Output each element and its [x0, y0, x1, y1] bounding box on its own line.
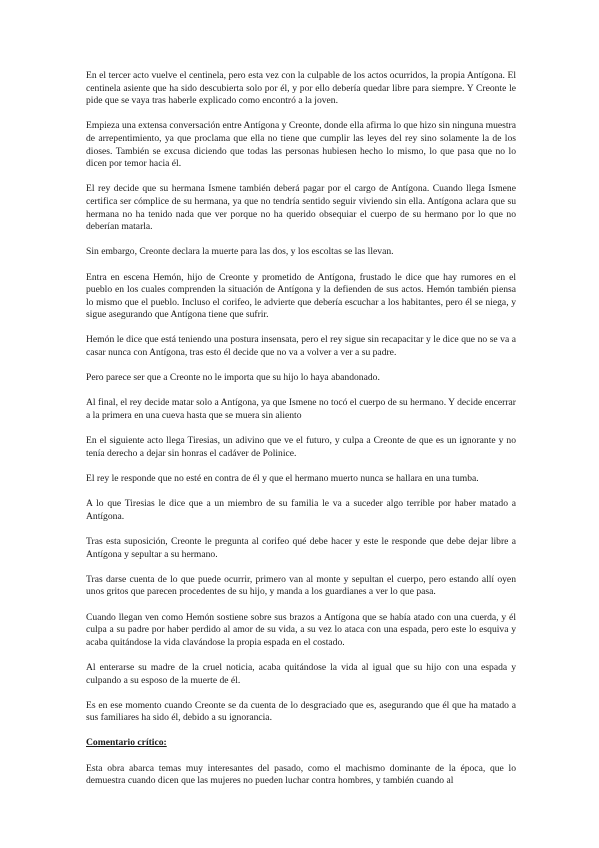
- paragraph: Tras darse cuenta de lo que puede ocurrir, primero van al monte y sepultan el cuerpo, pero estando allí oyen unos gritos que parecen procedentes de su hijo, y manda a los guardianes a ver lo que pasa.: [86, 573, 516, 598]
- paragraph: En el siguiente acto llega Tiresias, un adivino que ve el futuro, y culpa a Creonte de que es un ignorante y no tenía derecho a dejar sin honras el cadáver de Polinice.: [86, 435, 516, 459]
- paragraph: Cuando llegan ven como Hemón sostiene sobre sus brazos a Antígona que se había atado con una cuerda, y él culpa a su padre por haber perdido al amor de su vida, a su vez lo ataca con una espada, pero este lo esquiva y acaba quitándose la vida clavándose la propia espada en el costado.: [86, 611, 516, 648]
- paragraph: Esta obra abarca temas muy interesantes del pasado, como el machismo dominante de la época, que lo demuestra cuando dicen que las mujeres no pueden luchar contra hombres, y también cuando al: [86, 762, 516, 787]
- document-body: [86, 70, 516, 800]
- section-heading: Comentario crítico:: [86, 737, 167, 749]
- paragraph: Empieza una extensa conversación entre Antígona y Creonte, donde ella afirma lo que hizo sin ninguna muestra de arrepentimiento, ya que proclama que ella no tiene que cumplir las leyes del rey sino solamente la de los dioses. También se excusa diciendo que todas las personas hubiesen hecho lo mismo, lo que pasa que no lo dicen por temor hacia él.: [86, 120, 516, 170]
- paragraph: Al final, el rey decide matar solo a Antígona, ya que Ismene no tocó el cuerpo de su hermano. Y decide encerrar a la primera en una cueva hasta que se muera sin aliento: [86, 397, 516, 422]
- paragraph: El rey le responde que no esté en contra de él y que el hermano muerto nunca se hallara en una tumba.: [86, 473, 479, 484]
- paragraph: En el tercer acto vuelve el centinela, pero esta vez con la culpable de los actos ocurridos, la propia Antígona. El centinela asiente que ha sido descubierta solo por él, y por ello debería quedar libre para siempre. Y Creonte le pide que se vaya tras haberle explicado como encontró a la joven.: [86, 70, 516, 107]
- paragraph: A lo que Tiresias le dice que a un miembro de su familia le va a suceder algo terrible por haber matado a Antígona.: [86, 498, 516, 522]
- paragraph: Tras esta suposición, Creonte le pregunta al corifeo qué debe hacer y este le responde que debe dejar libre a Antígona y sepultar a su hermano.: [86, 535, 516, 560]
- paragraph: Entra en escena Hemón, hijo de Creonte y prometido de Antígona, frustado le dice que hay rumores en el pueblo en los cuales comprenden la situación de Antígona y la defienden de sus actos. Hemón también piensa lo mismo que el pueblo. Incluso el corifeo, le advierte que debería escuchar a los habitantes, pero él se niega, y sigue asegurando que Antígona tiene que sufrir.: [86, 271, 516, 321]
- paragraph: Pero parece ser que a Creonte no le importa que su hijo lo haya abandonado.: [86, 372, 380, 384]
- paragraph: El rey decide que su hermana Ismene también deberá pagar por el cargo de Antígona. Cuando llega Ismene certifica ser cómplice de su hermana, ya que no tendría sentido seguir viviendo sin ella. Antígona aclara que su hermana no ha tenido nada que ver porque no ha querido obsequiar el cuerpo de su hermano por lo que no deberían matarla.: [86, 183, 516, 233]
- paragraph: Es en ese momento cuando Creonte se da cuenta de lo desgraciado que es, asegurando que él que ha matado a sus familiares ha sido él, debido a su ignorancia.: [86, 699, 516, 724]
- paragraph: Hemón le dice que está teniendo una postura insensata, pero el rey sigue sin recapacitar y le dice que no se va a casar nunca con Antígona, tras esto él decide que no va a volver a ver a su padre.: [86, 334, 516, 359]
- paragraph: Sin embargo, Creonte declara la muerte para las dos, y los escoltas se las llevan.: [86, 246, 394, 258]
- paragraph: Al enterarse su madre de la cruel noticia, acaba quitándose la vida al igual que su hijo con una espada y culpando a su esposo de la muerte de él.: [86, 661, 516, 686]
